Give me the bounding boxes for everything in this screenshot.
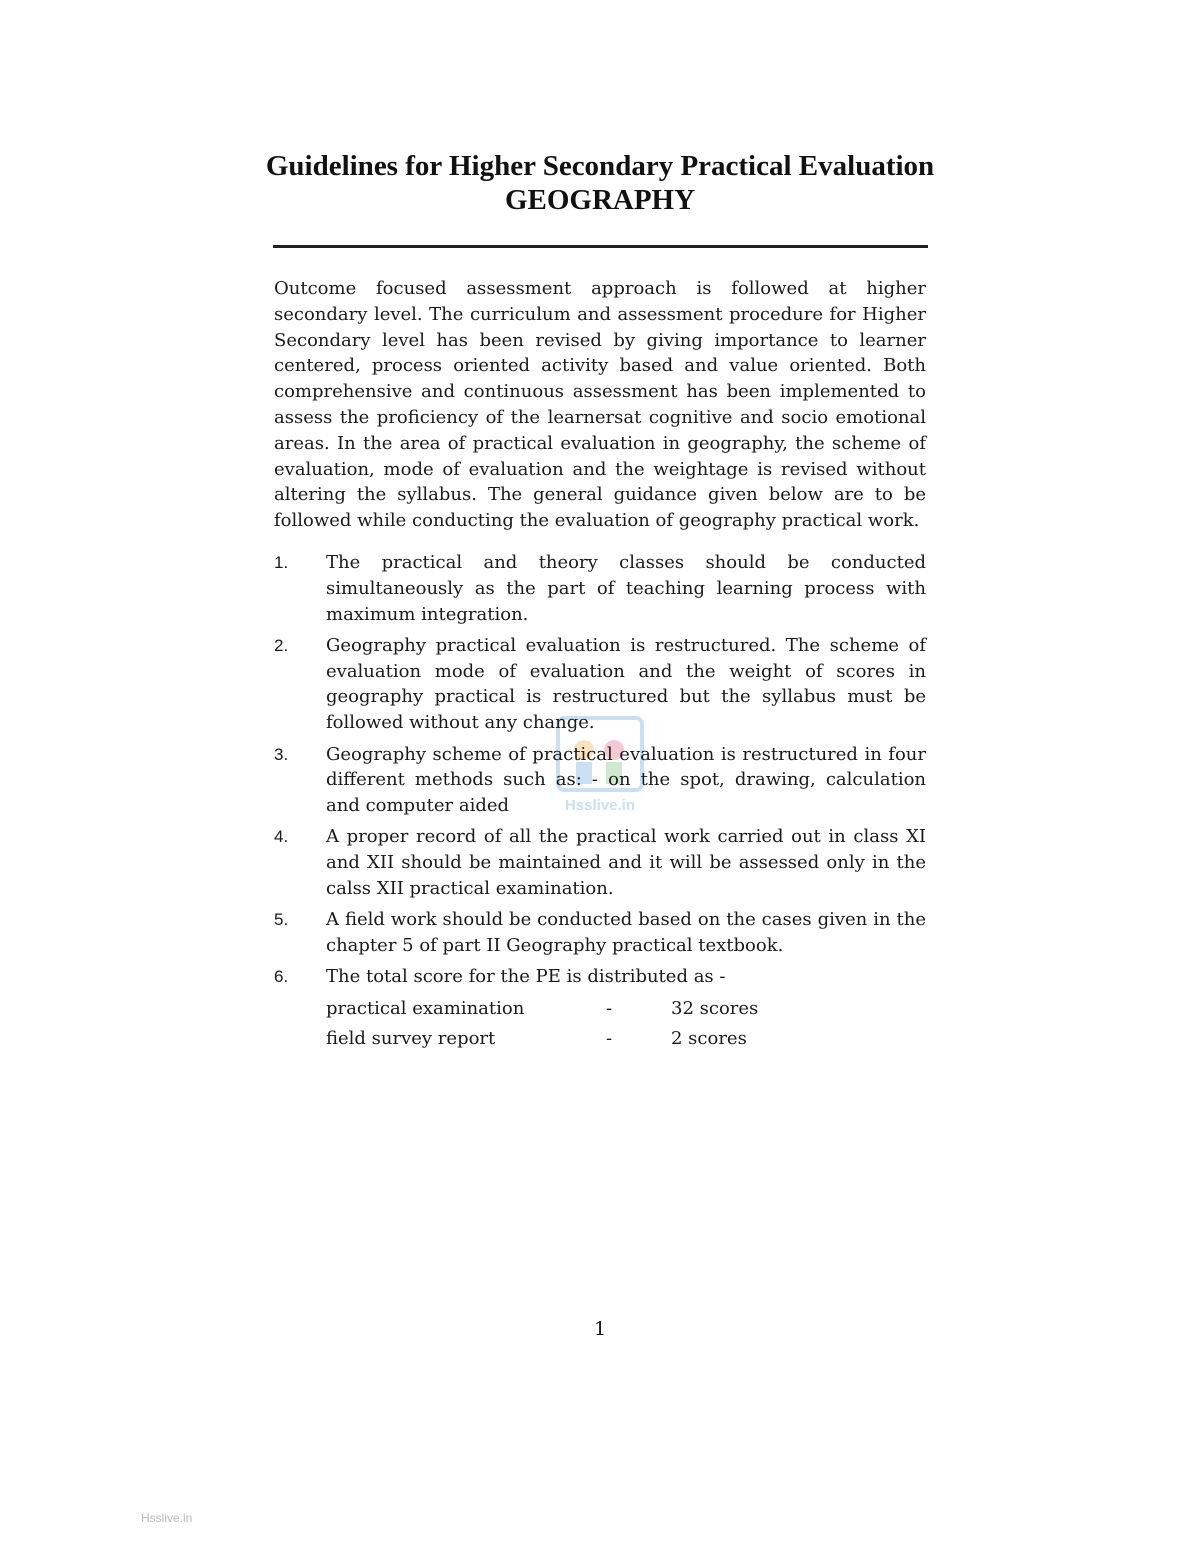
intro-paragraph: Outcome focused assessment approach is followed at higher secondary level. The curriculum and assessment procedure for Higher Secondary level has been revised by giving importance to learner centered, process oriented activity based and value oriented. Both comprehensive and continuous assessment has been implemented to assess the proficiency of the learnersat cognitive and socio emotional areas. In the area of practical evaluation in geography, the scheme of evaluation, mode of evaluation and the weightage is revised without altering the syllabus. The general guidance given below are to be followed while conducting the evaluation of geography practical work. [274,278,926,532]
list-item-number: 6. [274,967,289,987]
list-item [274,964,926,1054]
list-item [274,742,926,819]
page-number: 1 [593,1318,607,1340]
list-item-number: 2. [274,635,289,655]
list-item-text: The total score for the PE is distributed as - [326,966,726,988]
list-item [274,550,926,627]
list-item-number: 5. [274,910,289,930]
score-row [326,1024,926,1054]
list-item-number: 4. [274,827,289,847]
list-item-text: A proper record of all the practical work carried out in class XI and XII should be maintained and it will be assessed only in the calss XII practical examination. [326,826,926,900]
list-item-text: Geography practical evaluation is restructured. The scheme of evaluation mode of evaluation and the weight of scores in geography practical is restructured but the syllabus must be followed without any change. [326,634,926,734]
list-item-number: 3. [274,744,289,764]
list-item-text: Geography scheme of practical evaluation is restructured in four different methods such as: - on the spot, drawing, calculation and computer aided [326,743,926,817]
score-value: 32 scores [671,998,759,1020]
score-dash: - [606,998,613,1020]
list-item-text: The practical and theory classes should be conducted simultaneously as the part of teaching learning process with maximum integration. [326,552,926,625]
score-dash: - [606,1028,613,1050]
page-subtitle: GEOGRAPHY [504,184,696,216]
list-item-text: A field work should be conducted based on the cases given in the chapter 5 of part II Geography practical textbook. [326,909,926,957]
list-item-number: 1. [274,553,289,572]
score-label: field survey report [326,1028,496,1050]
page-title: Guidelines for Higher Secondary Practical Evaluation [265,150,935,182]
title-divider [273,245,928,248]
list-item [274,824,926,901]
score-row [326,994,926,1024]
watermark-text: Hsslive.in [564,797,636,814]
list-item [274,907,926,959]
score-distribution [326,994,926,1054]
score-label: practical examination [326,998,525,1020]
list-item [274,633,926,736]
footer-source-mark: Hsslive.in [141,1511,193,1525]
score-value: 2 scores [671,1028,747,1050]
guidelines-list [274,550,926,1060]
